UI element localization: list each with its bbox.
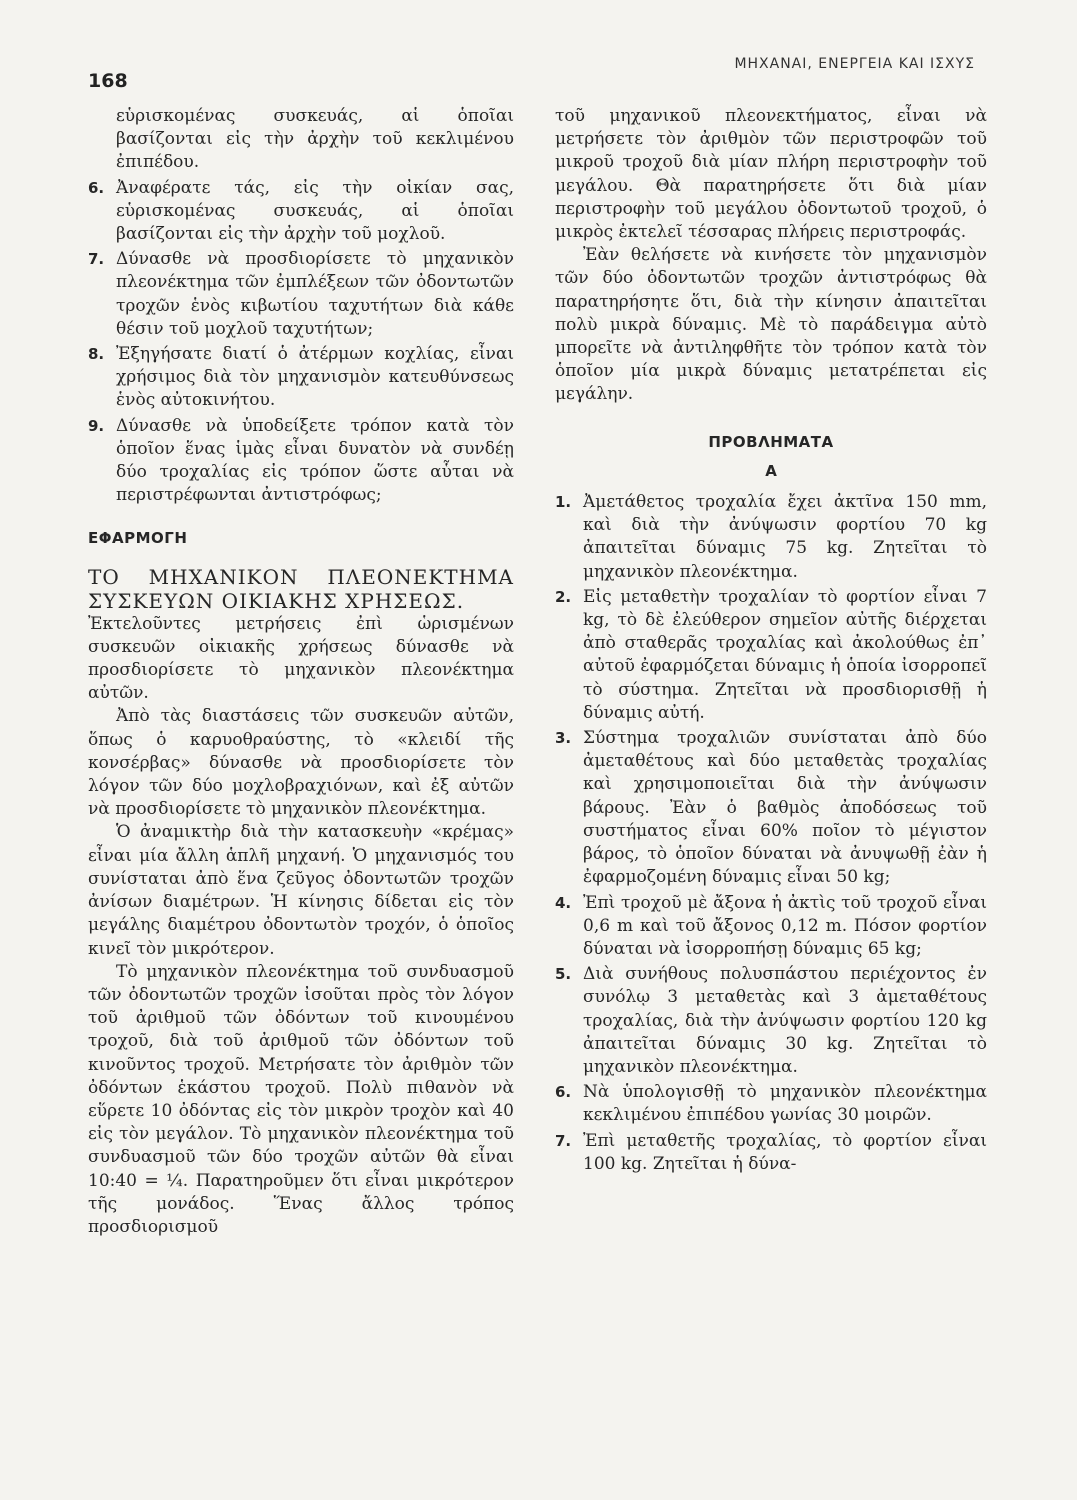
question-text: Δύνασθε νὰ προσδιορίσετε τὸ μηχανικὸν πλεονέκτημα τῶν ἐμπλέξεων τῶν ὀδοντωτῶν τροχῶν ἑνὸς κιβωτίου ταχυτήτων διὰ κάθε θέσιν τοῦ μοχλοῦ ταχυτήτων; [116, 249, 514, 339]
question-text: Δύνασθε νὰ ὑποδείξετε τρόπον κατὰ τὸν ὁποῖον ἕνας ἱμὰς εἶναι δυνατὸν νὰ συνδέῃ δύο τροχαλίας εἰς τρόπον ὥστε αὗται νὰ περιστρέφωνται ἀντιστρόφως; [116, 415, 514, 506]
problem-item [555, 586, 987, 725]
problems-group-label: Α [765, 461, 777, 480]
paragraph: Ὁ ἀναμικτὴρ διὰ τὴν κατασκευὴν «κρέμας» εἶναι μία ἄλλη ἁπλῆ μηχανή. Ὁ μηχανισμός του συνίσταται ἀπὸ ἕνα ζεῦγος ὀδοντωτῶν τροχῶν ἀνίσων διαμέτρων. Ἡ κίνησις δίδεται εἰς τὸν μεγάλης διαμέτρου ὀδοντωτὸν τροχόν, ὁ ὁποῖος κινεῖ τὸν μικρότερον. [88, 822, 514, 959]
problem-item [555, 1130, 987, 1176]
problems-heading: ΠΡΟΒΛΗΜΑΤΑ [708, 432, 834, 451]
problem-number: 5. [555, 965, 572, 984]
problem-text: Διὰ συνήθους πολυσπάστου περιέχοντος ἐν συνόλῳ 3 μεταθετὰς καὶ 3 ἀμεταθέτους τροχαλίας, διὰ τὴν ἀνύψωσιν φορτίου 120 kg ἀπαιτεῖται δύναμις 30 kg. Ζητεῖται τὸ μηχανικὸν πλεονέκτημα. [583, 964, 987, 1077]
question-text: Ἐξηγήσατε διατί ὁ ἀτέρμων κοχλίας, εἶναι χρήσιμος διὰ τὸν μηχανισμὸν κατευθύνσεως ἑνὸς αὐτοκινήτου. [116, 344, 514, 411]
problem-item [555, 491, 987, 584]
paragraph: τοῦ μηχανικοῦ πλεονεκτήματος, εἶναι νὰ μετρήσετε τὸν ἀριθμὸν τῶν περιστροφῶν τοῦ μικροῦ τροχοῦ διὰ μίαν πλήρη περιστροφὴν τοῦ μεγάλου. Θὰ παρατηρήσετε ὅτι διὰ μίαν περιστροφὴν τοῦ μεγάλου ὀδοντωτοῦ τροχοῦ, ὁ μικρὸς ἐκτελεῖ τέσσαρας πλήρεις περιστροφάς. [555, 106, 987, 243]
problem-text: Εἰς μεταθετὴν τροχαλίαν τὸ φορτίον εἶναι 7 kg, τὸ δὲ ἐλεύθερον σημεῖον αὐτῆς διέρχεται ἀπὸ σταθερᾶς τροχαλίας καὶ ἀκολούθως ἐπ᾽ αὐτοῦ ἐφαρμόζεται δύναμις ἡ ὁποία ἰσορροπεῖ τὸ σύστημα. Ζητεῖται νὰ προσδιορισθῇ ἡ δύναμις αὐτή. [583, 586, 987, 723]
problem-text: Σύστημα τροχαλιῶν συνίσταται ἀπὸ δύο ἀμεταθέτους καὶ δύο μεταθετὰς τροχαλίας καὶ χρησιμοποιεῖται διὰ τὴν ἀνύψωσιν βάρους. Ἐὰν ὁ βαθμὸς ἀποδόσεως τοῦ συστήματος εἶναι 60% ποῖον τὸ μέγιστον βάρος, τὸ ὁποῖον δύναται νὰ ἀνυψωθῇ ἐὰν ἡ ἐφαρμοζομένη δύναμις εἶναι 50 kg; [583, 728, 987, 888]
problem-text: Νὰ ὑπολογισθῇ τὸ μηχανικὸν πλεονέκτημα κεκλιμένου ἐπιπέδου γωνίας 30 μοιρῶν. [583, 1082, 987, 1126]
section-subtitle-tail: Ἐκτελοῦντες μετρήσεις ἐπὶ ὡρισμένων συσκευῶν οἰκιακῆς χρήσεως δύνασθε νὰ προσδιορίσετε τὸ μηχανικὸν πλεονέκτημα αὐτῶν. [88, 613, 514, 704]
problem-text: Ἀμετάθετος τροχαλία ἔχει ἀκτῖνα 150 mm, καὶ διὰ τὴν ἀνύψωσιν φορτίου 70 kg ἀπαιτεῖται δύναμις 75 kg. Ζητεῖται τὸ μηχανικὸν πλεονέκτημα. [583, 492, 987, 582]
question-number: 7. [88, 250, 105, 269]
problem-item [555, 892, 987, 962]
problem-number: 7. [555, 1131, 572, 1150]
question-item [88, 177, 514, 247]
problem-number: 4. [555, 893, 572, 912]
question-text: Ἀναφέρατε τάς, εἰς τὴν οἰκίαν σας, εὑρισκομένας συσκευάς, αἱ ὁποῖαι βασίζονται εἰς τὴν ἀρχὴν τοῦ μοχλοῦ. [116, 177, 514, 245]
page-number: 168 [88, 70, 128, 92]
question-item [88, 343, 514, 413]
problem-number: 6. [555, 1083, 572, 1102]
problem-number: 3. [555, 729, 572, 748]
problem-text: Ἐπὶ τροχοῦ μὲ ἄξονα ἡ ἀκτὶς τοῦ τροχοῦ εἶναι 0,6 m καὶ τοῦ ἄξονος 0,12 m. Πόσον φορτίον δύναται νὰ ἰσορροπήσῃ δύναμις 65 kg; [583, 892, 987, 959]
question-item [88, 415, 514, 508]
paragraph: Ἀπὸ τὰς διαστάσεις τῶν συσκευῶν αὐτῶν, ὅπως ὁ καρυοθραύστης, τὸ «κλειδί τῆς κονσέρβας» δύνασθε νὰ προσδιορίσετε τὸν λόγον τῶν δύο μοχλοβραχιόνων, καὶ ἐξ αὐτῶν νὰ προσδιορίσετε τὸ μηχανικὸν πλεονέκτημα. [88, 706, 514, 820]
paragraph: Τὸ μηχανικὸν πλεονέκτημα τοῦ συνδυασμοῦ τῶν ὀδοντωτῶν τροχῶν ἰσοῦται πρὸς τὸν λόγον τοῦ ἀριθμοῦ τῶν ὀδόντων τοῦ κινουμένου τροχοῦ, διὰ τοῦ ἀριθμοῦ τῶν ὀδόντων τοῦ κινοῦντος τροχοῦ. Μετρήσατε τὸν ἀριθμὸν τῶν ὀδόντων ἑκάστου τροχοῦ. Πολὺ πιθανὸν νὰ εὕρετε 10 ὀδόντας εἰς τὸν μικρὸν τροχὸν καὶ 40 εἰς τὸν μεγάλον. Τὸ μηχανικὸν πλεονέκτημα τοῦ συνδυασμοῦ τῶν δύο τροχῶν αὐτῶν θὰ εἶναι 10:40 = ¼. Παρατηροῦμεν ὅτι εἶναι μικρότερον τῆς μονάδος. Ἕνας ἄλλος τρόπος προσδιορισμοῦ [88, 961, 514, 1237]
problem-number: 2. [555, 587, 572, 606]
right-column [555, 105, 987, 1176]
intro-continuation: εὑρισκομένας συσκευάς, αἱ ὁποῖαι βασίζονται εἰς τὴν ἀρχὴν τοῦ κεκλιμένου ἐπιπέδου. [116, 106, 514, 173]
problem-number: 1. [555, 493, 572, 512]
problem-item [555, 963, 987, 1079]
problem-item [555, 1081, 987, 1127]
section-heading: ΕΦΑΡΜΟΓΗ [88, 529, 188, 548]
running-title: ΜΗΧΑΝΑΙ, ΕΝΕΡΓΕΙΑ ΚΑΙ ΙΣΧΥΣ [734, 56, 975, 72]
left-column [88, 105, 514, 1239]
question-item [88, 248, 514, 341]
section-subtitle: ΤΟ ΜΗΧΑΝΙΚΟΝ ΠΛΕΟΝΕΚΤΗΜΑ ΣΥΣΚΕΥΩΝ ΟΙΚΙΑΚΗΣ ΧΡΗΣΕΩΣ. [88, 564, 514, 613]
problem-item [555, 727, 987, 889]
question-number: 6. [88, 178, 105, 197]
question-number: 9. [88, 416, 105, 435]
paragraph: Ἐὰν θελήσετε νὰ κινήσετε τὸν μηχανισμὸν τῶν δύο ὀδοντωτῶν τροχῶν ἀντιστρόφως θὰ παρατηρήσητε ὅτι, διὰ τὴν κίνησιν ἀπαιτεῖται πολὺ μικρὰ δύναμις. Μὲ τὸ παράδειγμα αὐτὸ μπορεῖτε νὰ ἀντιληφθῆτε τὸν τρόπον κατὰ τὸν ὁποῖον μία μικρὰ δύναμις μετατρέπεται εἰς μεγάλην. [555, 245, 987, 405]
question-number: 8. [88, 345, 105, 364]
problem-text: Ἐπὶ μεταθετῆς τροχαλίας, τὸ φορτίον εἶναι 100 kg. Ζητεῖται ἡ δύνα- [583, 1130, 987, 1174]
